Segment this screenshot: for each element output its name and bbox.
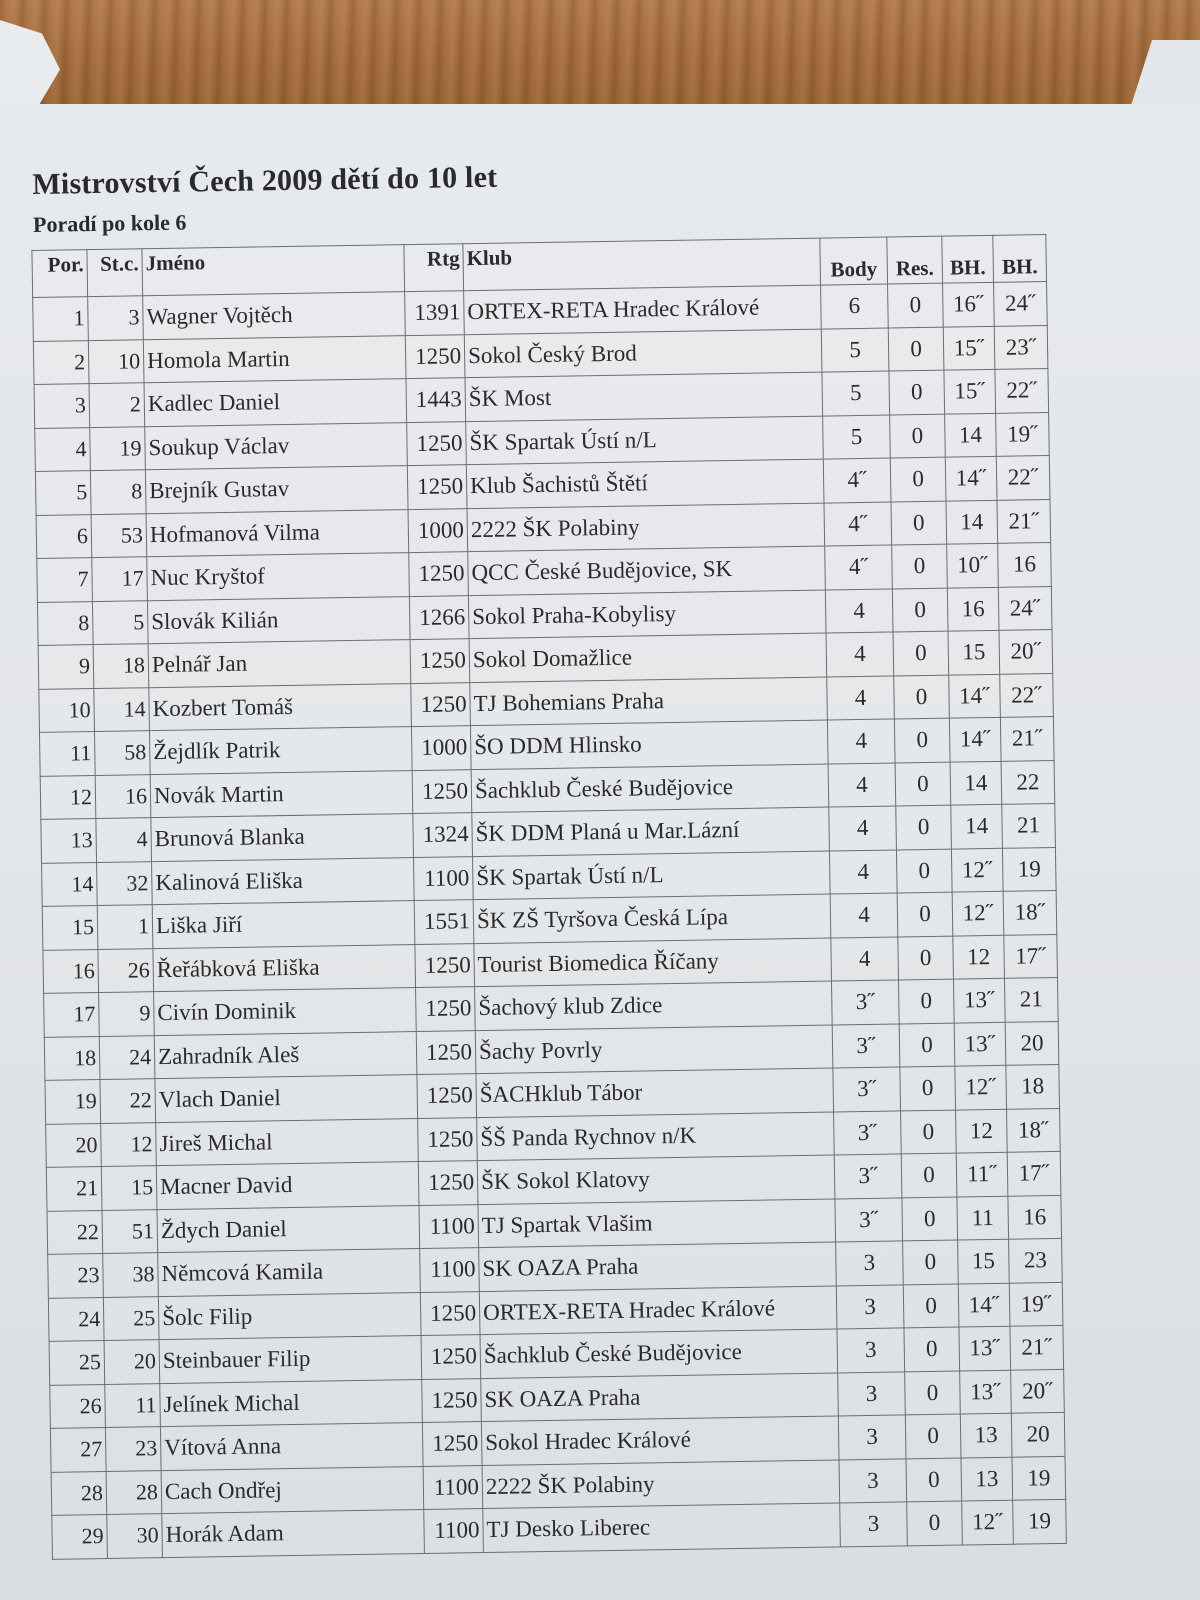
cell-buchholz-2: 18˝ [1007, 1108, 1061, 1152]
cell-res: 0 [898, 936, 954, 980]
cell-buchholz-2: 19˝ [1009, 1282, 1063, 1326]
cell-club: ORTEX-RETA Hradec Králové [479, 1285, 837, 1334]
cell-res: 0 [893, 631, 949, 675]
cell-res: 0 [890, 457, 946, 501]
cell-start-number: 11 [105, 1383, 161, 1427]
cell-rank: 11 [39, 732, 95, 776]
cell-start-number: 17 [92, 557, 148, 601]
cell-rank: 23 [48, 1253, 104, 1297]
cell-buchholz-1: 15˝ [943, 326, 995, 370]
cell-club: Sokol Praha-Kobylisy [468, 590, 826, 639]
cell-rank: 29 [52, 1514, 108, 1558]
cell-rating: 1250 [407, 421, 467, 465]
cell-buchholz-1: 14˝ [945, 456, 997, 500]
cell-rank: 4 [35, 427, 91, 471]
cell-rank: 14 [42, 862, 98, 906]
cell-buchholz-2: 16 [998, 543, 1052, 587]
cell-res: 0 [900, 1066, 956, 1110]
cell-points: 4 [826, 632, 894, 677]
cell-res: 0 [907, 1501, 963, 1545]
cell-club: ŠŠ Panda Rychnov n/K [477, 1111, 835, 1160]
cell-rank: 25 [49, 1340, 105, 1384]
cell-res: 0 [894, 675, 950, 719]
cell-rating: 1250 [407, 465, 467, 509]
cell-start-number: 5 [92, 600, 148, 644]
cell-buchholz-2: 19 [1013, 1499, 1067, 1543]
cell-player-name: Wagner Vojtěch [143, 292, 406, 340]
cell-player-name: Žejdlík Patrik [149, 727, 412, 775]
cell-club: ŠK Most [465, 372, 823, 421]
cell-buchholz-1: 13 [961, 1457, 1013, 1501]
cell-buchholz-1: 12˝ [955, 1065, 1007, 1109]
cell-start-number: 8 [90, 470, 146, 514]
cell-res: 0 [891, 501, 947, 545]
cell-buchholz-2: 18˝ [1003, 890, 1057, 934]
cell-points: 3˝ [834, 1154, 902, 1199]
cell-club: ŠO DDM Hlinsko [470, 720, 828, 769]
cell-points: 3 [840, 1502, 908, 1547]
cell-points: 3 [837, 1328, 905, 1373]
cell-points: 6 [821, 284, 889, 329]
cell-res: 0 [894, 718, 950, 762]
cell-club: TJ Desko Liberec [483, 1503, 841, 1552]
cell-club: Sokol Český Brod [464, 329, 822, 378]
cell-player-name: Civín Dominik [154, 988, 417, 1036]
cell-club: ORTEX-RETA Hradec Králové [464, 285, 822, 334]
cell-res: 0 [899, 1023, 955, 1067]
cell-buchholz-1: 15 [958, 1239, 1010, 1283]
cell-rating: 1100 [424, 1509, 484, 1553]
cell-rank: 13 [41, 819, 97, 863]
cell-rating: 1250 [416, 1030, 476, 1074]
cell-points: 5 [821, 328, 889, 373]
cell-rating: 1000 [408, 508, 468, 552]
cell-club: Šachklub České Budějovice [471, 764, 829, 813]
cell-res: 0 [898, 979, 954, 1023]
cell-start-number: 2 [89, 383, 145, 427]
cell-buchholz-1: 11 [957, 1196, 1009, 1240]
cell-player-name: Ždych Daniel [157, 1205, 420, 1253]
cell-start-number: 28 [106, 1470, 162, 1514]
cell-buchholz-2: 23 [1009, 1238, 1063, 1282]
cell-buchholz-2: 21 [1002, 803, 1056, 847]
cell-buchholz-1: 13˝ [954, 1022, 1006, 1066]
cell-rank: 5 [35, 471, 91, 515]
cell-rank: 28 [51, 1471, 107, 1515]
cell-player-name: Zahradník Aleš [154, 1031, 417, 1079]
cell-points: 3 [839, 1458, 907, 1503]
cell-player-name: Steinbauer Filip [159, 1336, 422, 1384]
cell-rank: 15 [42, 906, 98, 950]
cell-rank: 3 [34, 384, 90, 428]
cell-rating: 1250 [418, 1161, 478, 1205]
cell-start-number: 38 [103, 1253, 159, 1297]
cell-player-name: Macner David [156, 1162, 419, 1210]
cell-buchholz-2: 24˝ [998, 586, 1052, 630]
cell-points: 4˝ [825, 545, 893, 590]
cell-buchholz-2: 22 [1001, 760, 1055, 804]
cell-club: TJ Spartak Vlašim [478, 1198, 836, 1247]
cell-rank: 19 [45, 1080, 101, 1124]
cell-player-name: Brunová Blanka [151, 814, 414, 862]
cell-rank: 1 [33, 297, 89, 341]
cell-rating: 1391 [405, 291, 465, 335]
cell-rank: 18 [44, 1036, 100, 1080]
cell-res: 0 [888, 283, 944, 327]
cell-buchholz-2: 21˝ [997, 499, 1051, 543]
cell-buchholz-2: 19 [1002, 847, 1056, 891]
cell-buchholz-1: 16 [947, 587, 999, 631]
cell-res: 0 [901, 1110, 957, 1154]
cell-buchholz-2: 20 [1011, 1412, 1065, 1456]
cell-player-name: Liška Jiří [152, 901, 415, 949]
cell-buchholz-2: 21˝ [1000, 716, 1054, 760]
cell-rating: 1100 [419, 1204, 479, 1248]
header-name: Jméno [142, 245, 405, 296]
cell-rating: 1000 [411, 726, 471, 770]
cell-res: 0 [895, 762, 951, 806]
cell-buchholz-2: 18 [1006, 1064, 1060, 1108]
cell-start-number: 3 [88, 296, 144, 340]
cell-points: 4˝ [824, 502, 892, 547]
cell-start-number: 18 [93, 644, 149, 688]
cell-player-name: Kozbert Tomáš [149, 683, 412, 731]
cell-club: ŠK DDM Planá u Mar.Lázní [472, 807, 830, 856]
cell-points: 4 [827, 675, 895, 720]
cell-rank: 7 [37, 558, 93, 602]
cell-buchholz-2: 21˝ [1010, 1325, 1064, 1369]
cell-buchholz-1: 11˝ [956, 1152, 1008, 1196]
cell-start-number: 10 [88, 339, 144, 383]
cell-res: 0 [896, 805, 952, 849]
cell-rating: 1100 [420, 1248, 480, 1292]
cell-player-name: Cach Ondřej [161, 1466, 424, 1514]
cell-rating: 1250 [412, 769, 472, 813]
cell-player-name: Pelnář Jan [148, 640, 411, 688]
cell-club: Klub Šachistů Štětí [466, 459, 824, 508]
cell-buchholz-2: 19˝ [996, 412, 1050, 456]
cell-club: ŠK Spartak Ústí n/L [466, 416, 824, 465]
cell-buchholz-2: 19 [1012, 1456, 1066, 1500]
document-title: Mistrovství Čech 2009 dětí do 10 let [32, 160, 498, 201]
cell-buchholz-1: 14 [945, 413, 997, 457]
cell-rank: 20 [46, 1123, 102, 1167]
cell-player-name: Hofmanová Vilma [146, 509, 409, 557]
cell-player-name: Homola Martin [143, 335, 406, 383]
cell-player-name: Brejník Gustav [145, 466, 408, 514]
cell-club: 2222 ŠK Polabiny [482, 1459, 840, 1508]
cell-buchholz-1: 12˝ [951, 848, 1003, 892]
cell-club: SK OAZA Praha [479, 1242, 837, 1291]
cell-rank: 10 [39, 688, 95, 732]
cell-buchholz-1: 14 [946, 500, 998, 544]
cell-start-number: 15 [101, 1166, 157, 1210]
cell-points: 4 [830, 893, 898, 938]
cell-res: 0 [901, 1153, 957, 1197]
cell-points: 3 [836, 1284, 904, 1329]
cell-rank: 6 [36, 514, 92, 558]
cell-club: Sokol Hradec Králové [481, 1416, 839, 1465]
cell-buchholz-1: 15˝ [944, 369, 996, 413]
cell-buchholz-2: 22˝ [995, 369, 1049, 413]
cell-club: Sokol Domažlice [469, 633, 827, 682]
cell-start-number: 14 [94, 687, 150, 731]
cell-player-name: Kalinová Eliška [152, 857, 415, 905]
cell-points: 4 [829, 849, 897, 894]
cell-rank: 16 [43, 949, 99, 993]
cell-start-number: 4 [96, 818, 152, 862]
cell-start-number: 26 [98, 948, 154, 992]
standings-document [30, 144, 1092, 1560]
cell-rank: 9 [38, 645, 94, 689]
cell-points: 4 [831, 936, 899, 981]
cell-rank: 27 [50, 1427, 106, 1471]
cell-buchholz-2: 17˝ [1007, 1151, 1061, 1195]
cell-res: 0 [906, 1458, 962, 1502]
cell-points: 4˝ [823, 458, 891, 503]
cell-player-name: Němcová Kamila [158, 1249, 421, 1297]
cell-player-name: Horák Adam [162, 1509, 425, 1557]
cell-res: 0 [888, 327, 944, 371]
cell-club: Šachový klub Zdice [475, 981, 833, 1030]
cell-res: 0 [892, 544, 948, 588]
cell-res: 0 [889, 370, 945, 414]
cell-club: 2222 ŠK Polabiny [467, 503, 825, 552]
cell-player-name: Soukup Václav [145, 422, 408, 470]
cell-start-number: 23 [105, 1427, 161, 1471]
cell-buchholz-2: 20˝ [999, 630, 1053, 674]
cell-rank: 21 [46, 1167, 102, 1211]
cell-res: 0 [903, 1240, 959, 1284]
cell-rating: 1250 [421, 1335, 481, 1379]
cell-points: 4 [825, 589, 893, 634]
cell-rating: 1250 [418, 1117, 478, 1161]
cell-rank: 26 [50, 1384, 106, 1428]
cell-player-name: Jireš Michal [156, 1118, 419, 1166]
cell-start-number: 20 [104, 1340, 160, 1384]
cell-points: 3 [838, 1371, 906, 1416]
cell-player-name: Šolc Filip [158, 1292, 421, 1340]
cell-start-number: 32 [97, 861, 153, 905]
standings-table [31, 234, 1066, 1559]
cell-points: 5 [823, 415, 891, 460]
cell-start-number: 24 [99, 1035, 155, 1079]
cell-buchholz-1: 14˝ [958, 1283, 1010, 1327]
cell-player-name: Vlach Daniel [155, 1075, 418, 1123]
cell-rating: 1250 [415, 943, 475, 987]
cell-res: 0 [905, 1371, 961, 1415]
cell-res: 0 [897, 892, 953, 936]
cell-rating: 1250 [409, 552, 469, 596]
cell-buchholz-2: 21 [1004, 977, 1058, 1021]
cell-points: 3 [838, 1415, 906, 1460]
header-points: Body [820, 237, 888, 285]
cell-buchholz-1: 14 [950, 761, 1002, 805]
cell-club: Šachy Povrly [475, 1025, 833, 1074]
cell-club: ŠACHklub Tábor [476, 1068, 834, 1117]
cell-player-name: Jelínek Michal [160, 1379, 423, 1427]
cell-buchholz-1: 13˝ [959, 1326, 1011, 1370]
cell-start-number: 25 [103, 1296, 159, 1340]
cell-buchholz-2: 24˝ [994, 282, 1048, 326]
cell-buchholz-1: 13˝ [953, 978, 1005, 1022]
cell-res: 0 [902, 1197, 958, 1241]
cell-rating: 1443 [406, 378, 466, 422]
cell-rank: 2 [33, 340, 89, 384]
cell-buchholz-1: 15 [948, 630, 1000, 674]
cell-buchholz-1: 14˝ [949, 717, 1001, 761]
header-rating: Rtg [404, 244, 464, 292]
cell-rating: 1250 [405, 334, 465, 378]
cell-res: 0 [892, 588, 948, 632]
cell-start-number: 12 [101, 1122, 157, 1166]
cell-points: 3˝ [833, 1067, 901, 1112]
header-res: Res. [887, 236, 943, 284]
cell-rating: 1100 [423, 1465, 483, 1509]
cell-buchholz-1: 12˝ [952, 891, 1004, 935]
header-club: Klub [463, 238, 821, 291]
cell-club: ŠK ZŠ Tyršova Česká Lípa [473, 894, 831, 943]
cell-rank: 8 [37, 601, 93, 645]
cell-buchholz-2: 22˝ [996, 456, 1050, 500]
cell-buchholz-1: 13˝ [960, 1370, 1012, 1414]
cell-rating: 1266 [409, 595, 469, 639]
cell-buchholz-2: 17˝ [1004, 934, 1058, 978]
cell-buchholz-2: 20 [1005, 1021, 1059, 1065]
cell-player-name: Kadlec Daniel [144, 379, 407, 427]
cell-res: 0 [890, 414, 946, 458]
header-rank: Por. [32, 250, 88, 298]
cell-player-name: Slovák Kilián [147, 596, 410, 644]
cell-start-number: 9 [99, 992, 155, 1036]
cell-points: 3˝ [835, 1197, 903, 1242]
cell-start-number: 51 [102, 1209, 158, 1253]
cell-rank: 22 [47, 1210, 103, 1254]
cell-club: QCC České Budějovice, SK [468, 546, 826, 595]
cell-rank: 12 [40, 775, 96, 819]
cell-rating: 1250 [411, 682, 471, 726]
cell-start-number: 30 [107, 1514, 163, 1558]
cell-points: 4 [828, 762, 896, 807]
header-buchholz-2: BH. [993, 235, 1047, 283]
cell-rating: 1250 [416, 987, 476, 1031]
cell-buchholz-1: 14 [951, 804, 1003, 848]
cell-rating: 1250 [422, 1378, 482, 1422]
cell-buchholz-1: 12 [956, 1109, 1008, 1153]
cell-rating: 1250 [410, 639, 470, 683]
cell-buchholz-2: 23˝ [994, 325, 1048, 369]
cell-buchholz-2: 16 [1008, 1195, 1062, 1239]
header-buchholz-1: BH. [942, 235, 994, 283]
cell-rating: 1324 [413, 813, 473, 857]
cell-rank: 24 [48, 1297, 104, 1341]
cell-points: 4 [829, 806, 897, 851]
cell-res: 0 [905, 1414, 961, 1458]
cell-club: ŠK Sokol Klatovy [477, 1155, 835, 1204]
cell-start-number: 53 [91, 513, 147, 557]
cell-club: Tourist Biomedica Říčany [474, 938, 832, 987]
cell-player-name: Vítová Anna [160, 1422, 423, 1470]
cell-rating: 1250 [420, 1291, 480, 1335]
cell-club: TJ Bohemians Praha [470, 677, 828, 726]
cell-points: 4 [827, 719, 895, 764]
cell-start-number: 1 [97, 905, 153, 949]
cell-points: 5 [822, 371, 890, 416]
cell-buchholz-1: 16˝ [943, 282, 995, 326]
cell-buchholz-2: 20˝ [1011, 1369, 1065, 1413]
document-subtitle: Poradí po kole 6 [32, 209, 187, 237]
cell-club: ŠK Spartak Ústí n/L [472, 851, 830, 900]
cell-start-number: 22 [100, 1079, 156, 1123]
cell-res: 0 [896, 849, 952, 893]
cell-club: SK OAZA Praha [481, 1372, 839, 1421]
cell-res: 0 [903, 1284, 959, 1328]
cell-rank: 17 [44, 993, 100, 1037]
cell-points: 3˝ [832, 1023, 900, 1068]
cell-buchholz-1: 12 [953, 935, 1005, 979]
table-body [33, 282, 1067, 1559]
cell-rating: 1250 [417, 1074, 477, 1118]
cell-rating: 1100 [413, 856, 473, 900]
cell-player-name: Řeřábková Eliška [153, 944, 416, 992]
cell-buchholz-1: 14˝ [949, 674, 1001, 718]
cell-points: 3˝ [831, 980, 899, 1025]
cell-start-number: 19 [90, 426, 146, 470]
cell-buchholz-1: 12˝ [962, 1500, 1014, 1544]
cell-rating: 1551 [414, 900, 474, 944]
cell-buchholz-1: 10˝ [947, 543, 999, 587]
cell-player-name: Novák Martin [150, 770, 413, 818]
cell-club: Šachklub České Budějovice [480, 1329, 838, 1378]
cell-player-name: Nuc Kryštof [147, 553, 410, 601]
cell-buchholz-1: 13 [960, 1413, 1012, 1457]
header-start-number: St.c. [87, 249, 143, 297]
cell-rating: 1250 [422, 1422, 482, 1466]
cell-start-number: 16 [95, 774, 151, 818]
cell-start-number: 58 [94, 731, 150, 775]
cell-buchholz-2: 22˝ [1000, 673, 1054, 717]
cell-points: 3˝ [834, 1110, 902, 1155]
cell-points: 3 [836, 1241, 904, 1286]
cell-res: 0 [904, 1327, 960, 1371]
